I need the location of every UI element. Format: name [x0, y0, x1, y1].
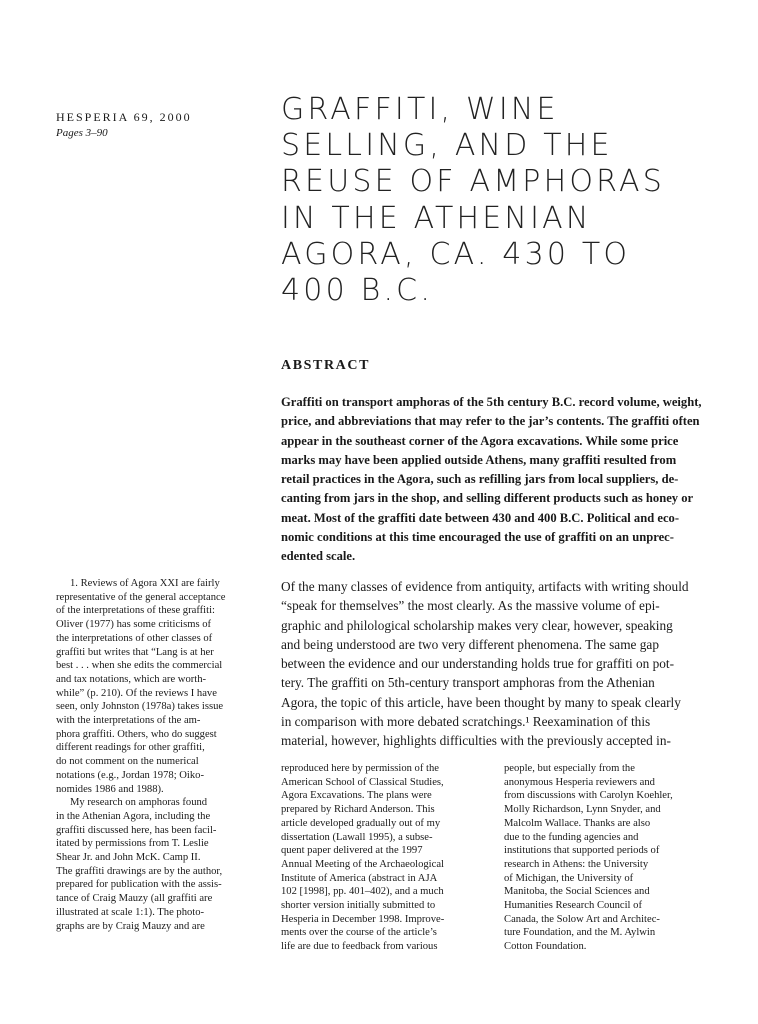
- footnote-line: due to the funding agencies and: [504, 831, 639, 843]
- footnote-line: in the Athenian Agora, including the: [56, 810, 211, 822]
- footnote-line: prepared by Richard Anderson. This: [281, 804, 435, 816]
- footnote-line: nomides 1986 and 1988).: [56, 783, 164, 795]
- footnote-line: the interpretations of other classes of: [56, 632, 213, 644]
- footnote-line: itated by permissions from T. Leslie: [56, 838, 209, 850]
- footnote-column-left: [56, 577, 272, 933]
- title-line: 400 B.C.: [281, 273, 434, 309]
- footnote-line: life are due to feedback from various: [281, 941, 438, 953]
- footnote-line: Shear Jr. and John McK. Camp II.: [56, 852, 201, 864]
- footnote-line: institutions that supported periods of: [504, 845, 660, 857]
- footnote-line: do not comment on the numerical: [56, 756, 199, 768]
- title-line: GRAFFITI, WINE: [281, 92, 559, 127]
- abstract-line: Graffiti on transport amphoras of the 5th century B.C. record volume, weight,: [281, 395, 702, 409]
- body-line: material, however, highlights difficulties with the previously accepted in-: [281, 733, 671, 749]
- footnote-line: article developed gradually out of my: [281, 817, 441, 829]
- body-line: graphic and philological scholarship makes very clear, however, speaking: [281, 617, 673, 633]
- footnote-line: Cotton Foundation.: [504, 941, 587, 953]
- title-line: SELLING, AND THE: [281, 128, 613, 164]
- page-range: Pages 3–90: [56, 127, 108, 139]
- footnote-line: ments over the course of the article’s: [281, 927, 437, 939]
- abstract-line: appear in the southeast corner of the Agora excavations. While some price: [281, 433, 679, 448]
- footnote-line: and tax notations, which are worth-: [56, 673, 207, 685]
- footnote-line: graphs are by Craig Mauzy and are: [56, 920, 205, 932]
- footnote-line: Malcolm Wallace. Thanks are also: [504, 817, 651, 829]
- footnote-line: notations (e.g., Jordan 1978; Oiko-: [56, 769, 204, 781]
- footnote-line: reproduced here by permission of the: [281, 763, 439, 774]
- body-line: and being understood are two very different phenomena. The same gap: [281, 636, 659, 652]
- abstract-line: marks may have been applied outside Athens, many graffiti resulted from: [281, 452, 677, 467]
- footnote-line: ture Foundation, and the M. Aylwin: [504, 927, 656, 939]
- footnote-line: Canada, the Solow Art and Architec-: [504, 913, 660, 925]
- footnote-line: Institute of America (abstract in AJA: [281, 872, 438, 884]
- footnote-line: from discussions with Carolyn Koehler,: [504, 790, 673, 802]
- footnote-line: best . . . when she edits the commercial: [56, 660, 223, 672]
- title-line: IN THE ATHENIAN: [281, 200, 592, 236]
- article-title: [281, 92, 701, 309]
- footnote-line: My research on amphoras found: [70, 797, 208, 809]
- footnote-line: research in Athens: the University: [504, 858, 649, 870]
- footnote-line: tance of Craig Mauzy (all graffiti are: [56, 893, 213, 905]
- abstract-line: canting from jars in the shop, and selling different products such as honey or: [281, 491, 694, 506]
- footnote-line: Hesperia in December 1998. Improve-: [281, 913, 445, 925]
- title-line: AGORA, CA. 430 TO: [281, 236, 631, 272]
- footnote-line: of Michigan, the University of: [504, 872, 634, 884]
- footnote-line: Agora Excavations. The plans were: [281, 790, 432, 802]
- body-line: tery. The graffiti on 5th-century transport amphoras from the Athenian: [281, 675, 655, 691]
- footnote-line: dissertation (Lawall 1995), a subse-: [281, 831, 433, 843]
- body-line: in comparison with more debated scratchings.¹ Reexamination of this: [281, 714, 651, 730]
- footnote-line: while” (p. 210). Of the reviews I have: [56, 687, 217, 699]
- footnote-line: Humanities Research Council of: [504, 900, 642, 912]
- body-text: [281, 577, 708, 751]
- footnote-line: illustrated at scale 1:1). The photo-: [56, 906, 205, 918]
- footnote-line: Oliver (1977) has some criticisms of: [56, 619, 212, 631]
- footnote-line: Molly Richardson, Lynn Snyder, and: [504, 804, 661, 816]
- footnote-line: Annual Meeting of the Archaeological: [281, 858, 444, 870]
- body-line: Of the many classes of evidence from antiquity, artifacts with writing should: [281, 579, 689, 594]
- footnote-line: different readings for other graffiti,: [56, 742, 205, 754]
- footnote-line: people, but especially from the: [504, 763, 635, 774]
- footnote-line: prepared for publication with the assis-: [56, 879, 222, 891]
- footnote-line: 1. Reviews of Agora XXI are fairly: [70, 578, 220, 589]
- footnote-line: anonymous Hesperia reviewers and: [504, 776, 655, 788]
- abstract-heading: ABSTRACT: [281, 358, 371, 373]
- footnote-line: of the interpretations of these graffiti:: [56, 605, 215, 617]
- body-line: between the evidence and our understanding holds true for graffiti on pot-: [281, 656, 674, 672]
- footnote-line: graffiti discussed here, has been facil-: [56, 824, 217, 836]
- title-line: REUSE OF AMPHORAS: [281, 164, 665, 200]
- footnote-line: quent paper delivered at the 1997: [281, 845, 423, 857]
- footnote-line: with the interpretations of the am-: [56, 715, 201, 727]
- abstract-line: price, and abbreviations that may refer to the jar’s contents. The graffiti often: [281, 414, 700, 429]
- footnote-line: seen, only Johnston (1978a) takes issue: [56, 701, 224, 713]
- abstract-text: [281, 393, 708, 567]
- footnote-column-middle: [281, 762, 487, 954]
- journal-citation: HESPERIA 69, 2000: [56, 110, 192, 124]
- footnote-column-right: [504, 762, 714, 954]
- abstract-line: edented scale.: [281, 549, 356, 564]
- abstract-line: retail practices in the Agora, such as refilling jars from local suppliers, de-: [281, 472, 679, 487]
- footnote-line: 102 [1998], pp. 401–402), and a much: [281, 886, 444, 898]
- body-line: Agora, the topic of this article, have been thought by many to speak clearly: [281, 694, 681, 710]
- footnote-line: The graffiti drawings are by the author,: [56, 865, 223, 877]
- abstract-line: meat. Most of the graffiti date between 430 and 400 B.C. Political and eco-: [281, 510, 680, 525]
- abstract-line: nomic conditions at this time encouraged the use of graffiti on an unprec-: [281, 530, 674, 545]
- footnote-line: representative of the general acceptance: [56, 591, 226, 603]
- footnote-line: American School of Classical Studies,: [281, 776, 444, 788]
- footnote-line: phora graffiti. Others, who do suggest: [56, 728, 217, 740]
- footnote-line: Manitoba, the Social Sciences and: [504, 886, 650, 898]
- footnote-line: shorter version initially submitted to: [281, 900, 436, 912]
- body-line: “speak for themselves” the most clearly. As the massive volume of epi-: [281, 598, 660, 614]
- footnote-line: graffiti but writes that “Lang is at her: [56, 646, 214, 658]
